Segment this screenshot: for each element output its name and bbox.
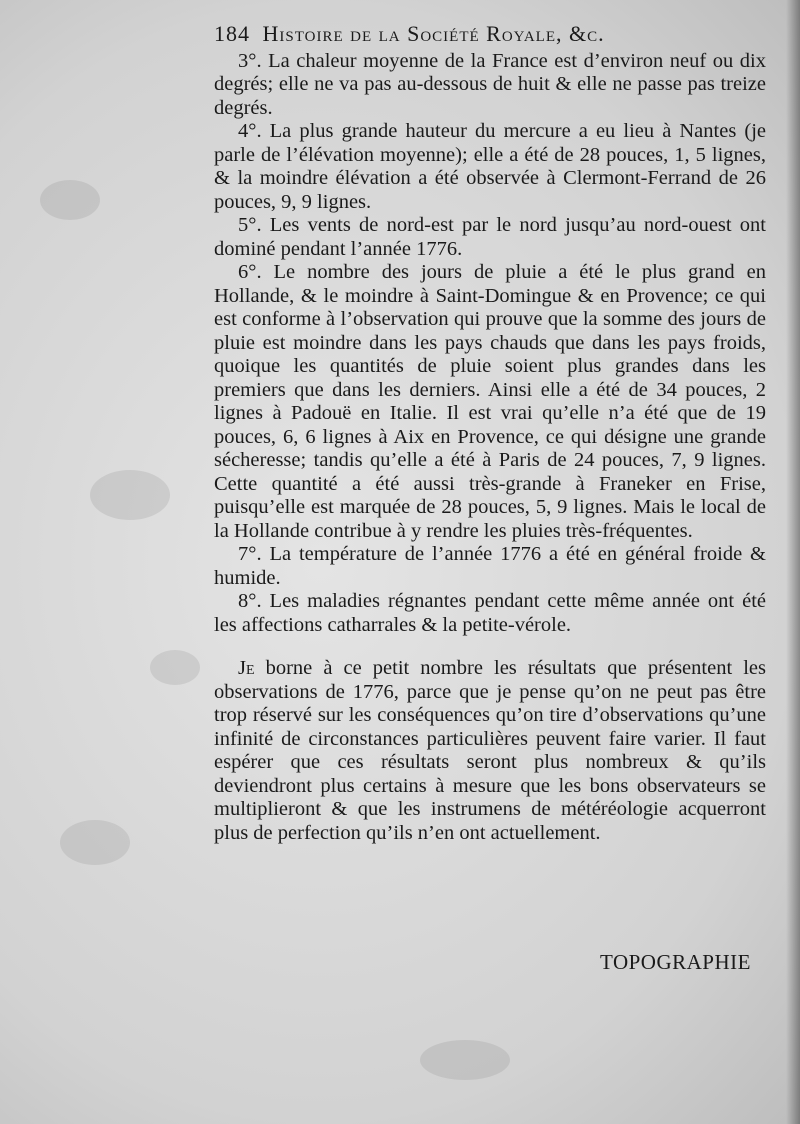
foxing-spot (420, 1040, 510, 1080)
closing-first-word: Je (238, 657, 255, 679)
closing-paragraph (214, 657, 766, 845)
paragraph-5: 5°. Les vents de nord-est par le nord jusqu’au nord-ouest ont dominé pendant l’année 1776. (214, 214, 766, 260)
catchword: TOPOGRAPHIE (600, 950, 751, 974)
page-edge-shadow (786, 0, 800, 1124)
foxing-spot (60, 820, 130, 865)
closing-text: borne à ce petit nombre les résultats que présentent les observations de 1776, parce que je pense qu’on ne peut pas être trop réservé sur les conséquences qu’on tire d’observations qu’une infinité de circonstances particulières peuvent faire varier. Il faut espérer que ces résultats seront plus nombreux & qu’ils deviendront plus certains à mesure que les bons observateurs se multiplieront & que les instrumens de météréologie acquerront plus de perfection qu’ils n’en ont actuellement. (214, 657, 766, 844)
running-title: Histoire de la Société Royale, &c. (262, 21, 605, 46)
paragraph-6: 6°. Le nombre des jours de pluie a été le plus grand en Hollande, & le moindre à Saint-Domingue & en Provence; ce qui est conforme à l’observation qui prouve que la somme des jours de pluie est moindre dans les pays chauds que dans les pays froids, quoique les quantités de pluie soient plus grandes dans les premiers que dans les derniers. Ainsi elle a été de 34 pouces, 2 lignes à Padouë en Italie. Il est vrai qu’elle n’a été que de 19 pouces, 6, 6 lignes à Aix en Provence, ce qui désigne une grande sécheresse; tandis qu’elle a été à Paris de 24 pouces, 7, 9 lignes. Cette quantité a été aussi très-grande à Franeker en Frise, puisqu’elle est marquée de 28 pouces, 5, 9 lignes. Mais le local de la Hollande contribue à y rendre les pluies très-fréquentes. (214, 261, 766, 542)
running-header (214, 22, 766, 46)
paragraph-3: 3°. La chaleur moyenne de la France est d’environ neuf ou dix degrés; elle ne va pas au-dessous de huit & elle ne passe pas treize degrés. (214, 49, 766, 119)
foxing-spot (150, 650, 200, 685)
text-block (214, 22, 766, 845)
paragraph-4: 4°. La plus grande hauteur du mercure a eu lieu à Nantes (je parle de l’élévation moyenne); elle a été de 28 pouces, 1, 5 lignes, & la moindre élévation a été observée à Clermont-Ferrand de 26 pouces, 9, 9 lignes. (214, 120, 766, 213)
foxing-spot (90, 470, 170, 520)
foxing-spot (40, 180, 100, 220)
paragraph-8: 8°. Les maladies régnantes pendant cette même année ont été les affections catharrales & la petite-vérole. (214, 590, 766, 636)
paragraph-7: 7°. La température de l’année 1776 a été en général froide & humide. (214, 543, 766, 589)
page-number: 184 (214, 21, 250, 46)
